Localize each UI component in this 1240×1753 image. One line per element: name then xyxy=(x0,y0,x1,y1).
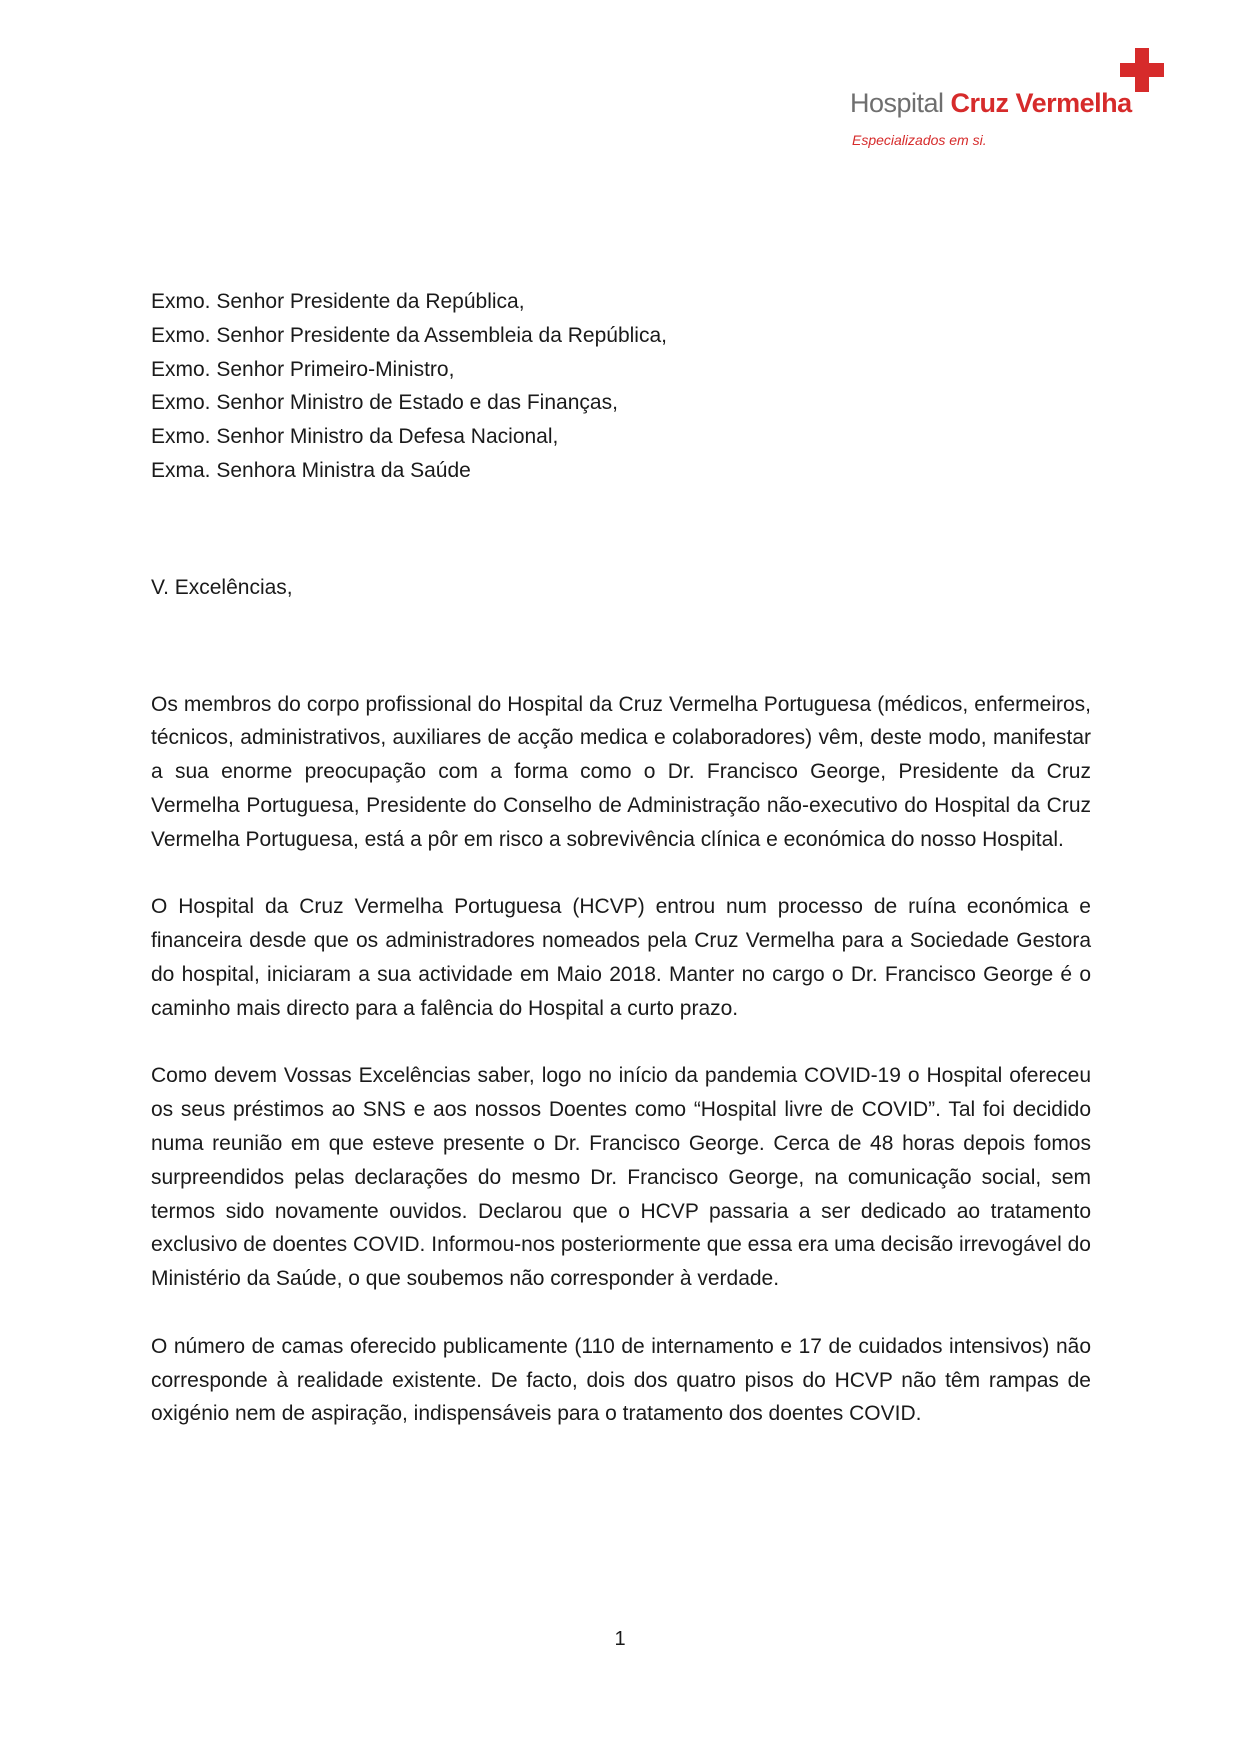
red-cross-icon xyxy=(1120,48,1164,92)
logo-name-cruz-vermelha: Cruz Vermelha xyxy=(950,88,1132,118)
addressee-line: Exmo. Senhor Primeiro-Ministro, xyxy=(151,357,455,381)
hospital-logo xyxy=(850,48,1170,158)
salutation: V. Excelências, xyxy=(151,575,293,599)
body-paragraph: O número de camas oferecido publicamente (110 de internamento e 17 de cuidados intensivos) não corresponde à realidade existente. De facto, dois dos quatro pisos do HCVP não têm rampas de oxigénio nem de aspiração, indispensáveis para o tratamento dos doentes COVID. xyxy=(151,1334,1091,1426)
addressee-line: Exma. Senhora Ministra da Saúde xyxy=(151,458,471,482)
logo-name-hospital: Hospital xyxy=(850,88,951,118)
addressee-line: Exmo. Senhor Presidente da República, xyxy=(151,290,525,313)
addressee-line: Exmo. Senhor Ministro de Estado e das Finanças, xyxy=(151,391,618,415)
logo-tagline: Especializados em si. xyxy=(852,132,987,148)
addressee-line: Exmo. Senhor Ministro da Defesa Nacional, xyxy=(151,425,559,449)
body-paragraph: O Hospital da Cruz Vermelha Portuguesa (HCVP) entrou num processo de ruína económica e financeira desde que os administradores nomeados pela Cruz Vermelha para a Sociedade Gestora do hospital, iniciaram a sua actividade em Maio 2018. Manter no cargo o Dr. Francisco George é o caminho mais directo para a falência do Hospital a curto prazo. xyxy=(151,895,1091,1020)
addressee-list xyxy=(151,285,1091,488)
letter-body xyxy=(151,285,1091,1431)
logo-name xyxy=(850,88,1132,119)
page-number: 1 xyxy=(614,1628,626,1650)
body-paragraph: Os membros do corpo profissional do Hospital da Cruz Vermelha Portuguesa (médicos, enfermeiros, técnicos, administrativos, auxiliares de acção medica e colaboradores) vêm, deste modo, manifestar a sua enorme preocupação com a forma como o Dr. Francisco George, Presidente da Cruz Vermelha Portuguesa, Presidente do Conselho de Administração não-executivo do Hospital da Cruz Vermelha Portuguesa, está a pôr em risco a sobrevivência clínica e económica do nosso Hospital. xyxy=(151,692,1091,851)
body-paragraph: Como devem Vossas Excelências saber, logo no início da pandemia COVID-19 o Hospital ofereceu os seus préstimos ao SNS e aos nossos Doentes como “Hospital livre de COVID”. Tal foi decidido numa reunião em que esteve presente o Dr. Francisco George. Cerca de 48 horas depois fomos surpreendidos pelas declarações do mesmo Dr. Francisco George, na comunicação social, sem termos sido novamente ouvidos. Declarou que o HCVP passaria a ser dedicado ao tratamento exclusivo de doentes COVID. Informou-nos posteriormente que essa era uma decisão irrevogável do Ministério da Saúde, o que soubemos não corresponder à verdade. xyxy=(151,1064,1091,1291)
addressee-line: Exmo. Senhor Presidente da Assembleia da República, xyxy=(151,323,667,347)
